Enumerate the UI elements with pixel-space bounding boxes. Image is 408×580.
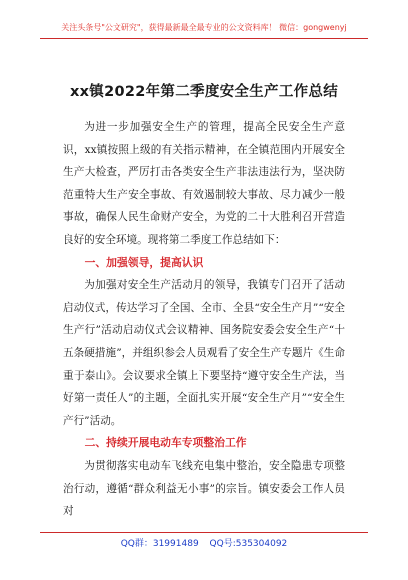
- header-note: 关注头条号"公文研究"，获得最新最全最专业的公文资料库！ 微信：gongwenyj: [61, 23, 347, 32]
- intro-paragraph: 为进一步加强安全生产的管理，提高全民安全生产意识，xx镇按照上级的有关指示精神，在全镇范围内开展安全生产大检查，严厉打击各类安全生产非法违法行为，坚决防范重特大生产安全事故、有效遏制较大事故、尽力减少一般事故，确保人民生命财产安全，为党的二十大胜利召开营造良好的安全环境。现将第二季度工作总结如下：: [63, 121, 345, 246]
- section-heading-2: 二、持续开展电动车专项整治工作: [84, 436, 247, 450]
- qq-group: QQ群：31991489: [120, 539, 199, 549]
- qq-contact: QQ号:535304092: [209, 539, 288, 549]
- document-title: xx镇2022年第二季度安全生产工作总结: [69, 84, 339, 100]
- footer-divider: [40, 532, 368, 533]
- document-body: [63, 116, 345, 523]
- section-heading-1: 一、加强领导，提高认识: [84, 255, 204, 269]
- section-1-paragraph: 为加强对安全生产活动月的领导，我镇专门召开了活动启动仪式，传达学习了全国、全市、全县“安全生产月”“安全生产行”活动启动仪式会议精神、国务院安委会安全生产“十五条硬措施”，并组织参会人员观看了安全生产专题片《生命重于泰山》。会议要求全镇上下要坚持“遵守安全生产法，当好第一责任人”的主题，全面扎实开展“安全生产月”“安全生产行”活动。: [63, 279, 345, 427]
- section-2-paragraph: 为贯彻落实电动车飞线充电集中整治，安全隐患专项整治行动，遵循“群众利益无小事”的宗旨。镇安委会工作人员对: [63, 459, 345, 518]
- footer-contact: [0, 536, 408, 549]
- header-divider: [40, 38, 368, 39]
